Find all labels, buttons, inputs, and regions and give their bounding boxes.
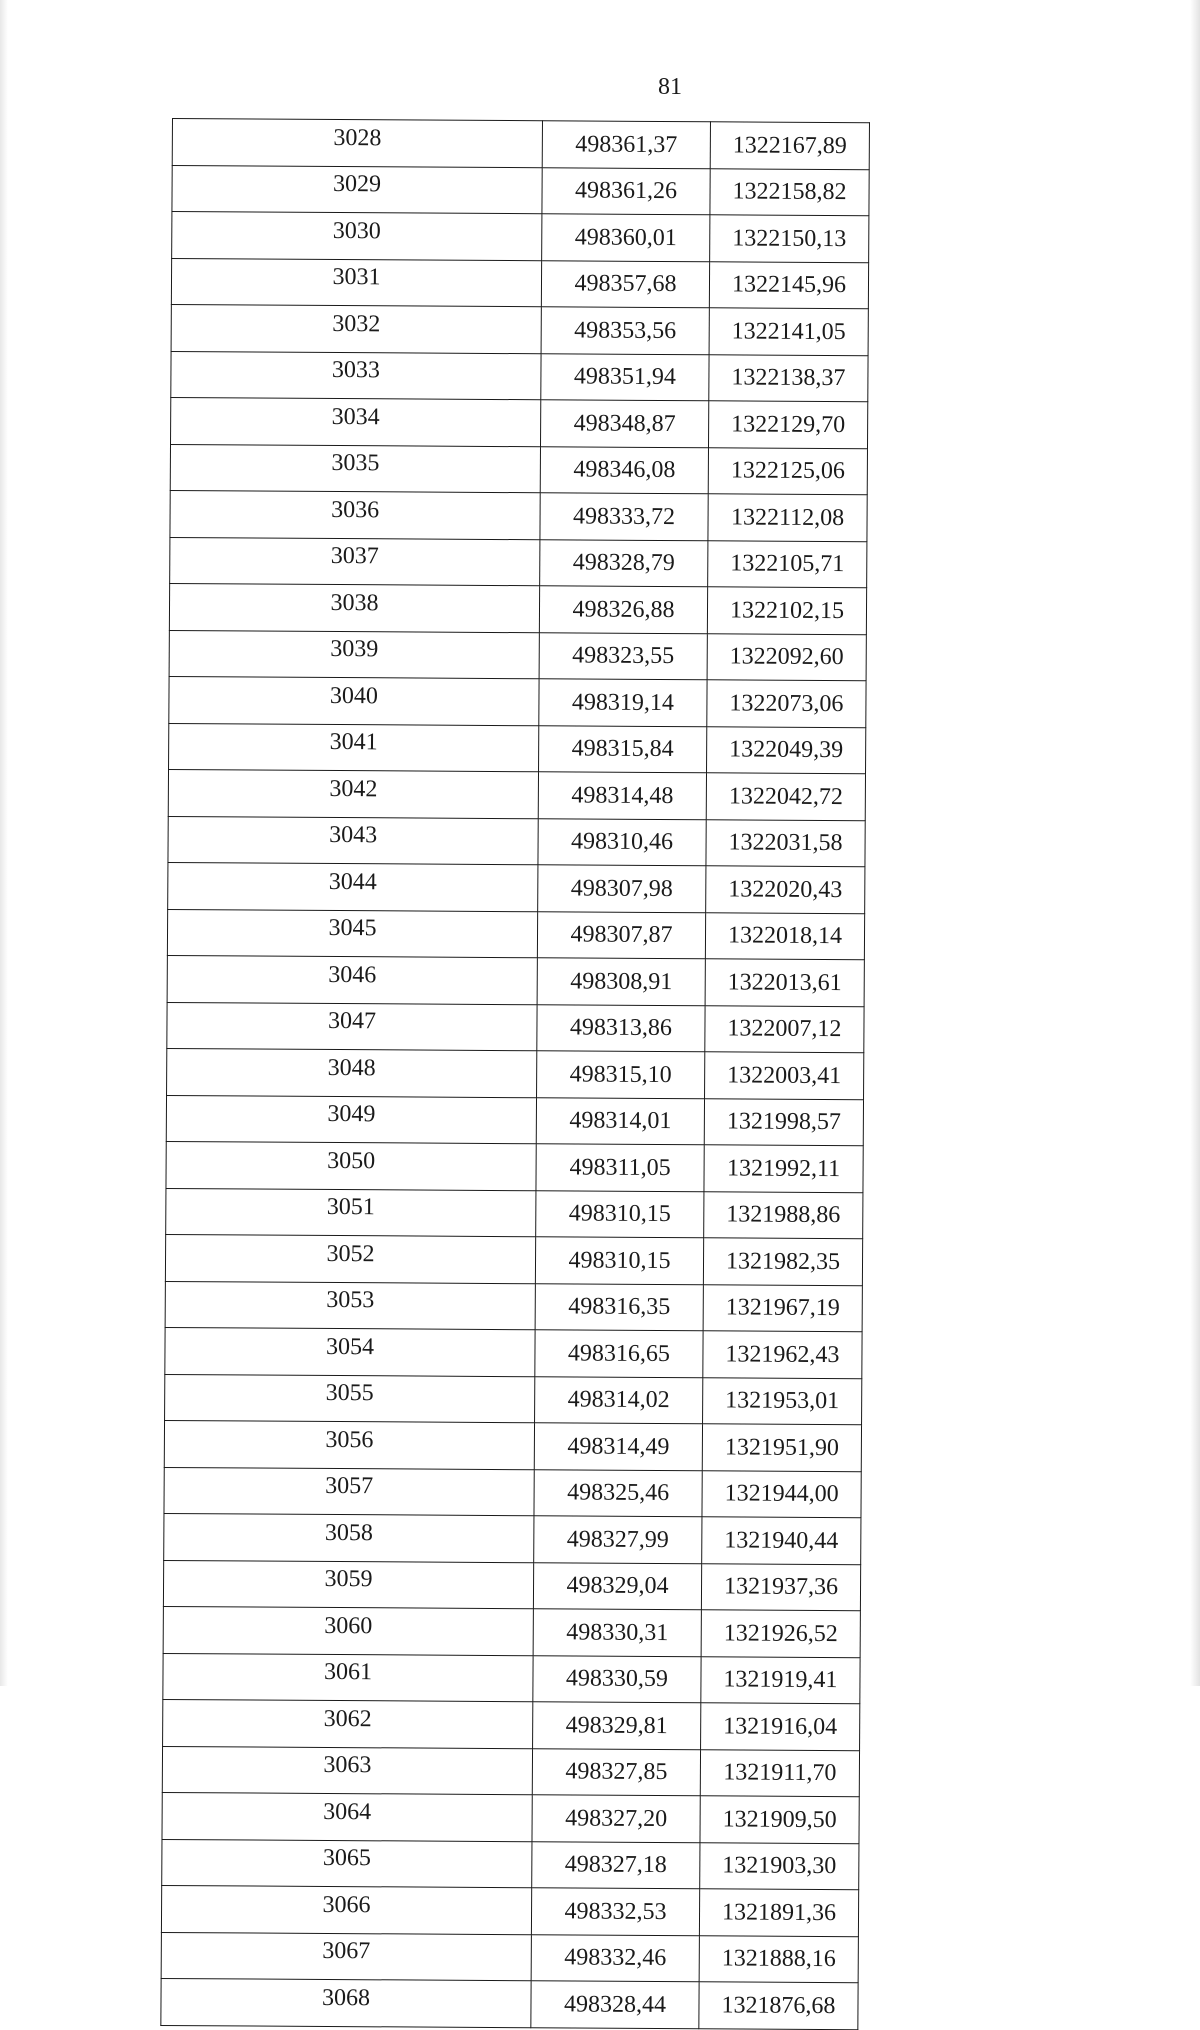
x-coordinate-cell: 498310,15	[536, 1190, 704, 1238]
table-row	[172, 165, 869, 216]
table-row	[164, 1467, 861, 1518]
point-number-cell: 3037	[170, 537, 540, 586]
table-row	[166, 1188, 863, 1239]
table-row	[169, 676, 866, 727]
table-row	[169, 723, 866, 774]
table-row	[169, 583, 866, 634]
y-coordinate-cell: 1321967,19	[703, 1284, 862, 1331]
point-number-cell: 3029	[172, 165, 542, 214]
point-number-cell: 3067	[161, 1932, 531, 1981]
y-coordinate-cell: 1321919,41	[701, 1656, 860, 1703]
table-row	[163, 1653, 860, 1704]
point-number-cell: 3048	[167, 1048, 537, 1097]
point-number-cell: 3060	[163, 1606, 533, 1655]
point-number-cell: 3065	[162, 1839, 532, 1888]
coordinates-table-body	[161, 119, 870, 2030]
point-number-cell: 3057	[164, 1467, 534, 1516]
scan-edge-right	[1190, 0, 1200, 1686]
y-coordinate-cell: 1322049,39	[707, 726, 866, 773]
point-number-cell: 3028	[172, 119, 542, 168]
table-row	[165, 1234, 862, 1285]
point-number-cell: 3059	[163, 1560, 533, 1609]
y-coordinate-cell: 1321953,01	[703, 1377, 862, 1424]
table-row	[164, 1420, 861, 1471]
y-coordinate-cell: 1321876,68	[699, 1982, 858, 2029]
table-row	[166, 1095, 863, 1146]
point-number-cell: 3031	[171, 258, 541, 307]
x-coordinate-cell: 498314,02	[535, 1376, 703, 1424]
y-coordinate-cell: 1322158,82	[710, 168, 869, 215]
table-row	[167, 955, 864, 1006]
y-coordinate-cell: 1322013,61	[705, 959, 864, 1006]
point-number-cell: 3034	[171, 397, 541, 446]
x-coordinate-cell: 498351,94	[541, 353, 709, 401]
table-row	[163, 1699, 860, 1750]
table-row	[165, 1327, 862, 1378]
y-coordinate-cell: 1322129,70	[708, 401, 867, 448]
x-coordinate-cell: 498307,98	[538, 865, 706, 913]
point-number-cell: 3046	[167, 955, 537, 1004]
point-number-cell: 3063	[162, 1746, 532, 1795]
table-row	[163, 1606, 860, 1657]
table-row	[162, 1839, 859, 1890]
table-row	[165, 1281, 862, 1332]
point-number-cell: 3061	[163, 1653, 533, 1702]
x-coordinate-cell: 498326,88	[539, 586, 707, 634]
x-coordinate-cell: 498308,91	[537, 958, 705, 1006]
y-coordinate-cell: 1322003,41	[705, 1052, 864, 1099]
x-coordinate-cell: 498314,48	[538, 772, 706, 820]
x-coordinate-cell: 498329,81	[533, 1702, 701, 1750]
y-coordinate-cell: 1322007,12	[705, 1005, 864, 1052]
y-coordinate-cell: 1321998,57	[704, 1098, 863, 1145]
y-coordinate-cell: 1321951,90	[702, 1424, 861, 1471]
x-coordinate-cell: 498328,44	[531, 1981, 699, 2029]
x-coordinate-cell: 498315,10	[537, 1051, 705, 1099]
x-coordinate-cell: 498325,46	[534, 1469, 702, 1517]
x-coordinate-cell: 498333,72	[540, 493, 708, 541]
point-number-cell: 3030	[172, 212, 542, 261]
point-number-cell: 3033	[171, 351, 541, 400]
y-coordinate-cell: 1322018,14	[705, 912, 864, 959]
y-coordinate-cell: 1322105,71	[708, 540, 867, 587]
x-coordinate-cell: 498316,65	[535, 1330, 703, 1378]
scan-edge-left	[0, 0, 8, 1686]
y-coordinate-cell: 1321888,16	[699, 1935, 858, 1982]
x-coordinate-cell: 498332,53	[531, 1888, 699, 1936]
x-coordinate-cell: 498314,49	[534, 1423, 702, 1471]
table-row	[163, 1560, 860, 1611]
point-number-cell: 3040	[169, 676, 539, 725]
x-coordinate-cell: 498360,01	[542, 214, 710, 262]
table-row	[161, 1978, 858, 2029]
x-coordinate-cell: 498330,59	[533, 1655, 701, 1703]
point-number-cell: 3062	[163, 1699, 533, 1748]
table-row	[161, 1885, 858, 1936]
x-coordinate-cell: 498328,79	[540, 539, 708, 587]
y-coordinate-cell: 1321926,52	[701, 1610, 860, 1657]
y-coordinate-cell: 1322020,43	[706, 866, 865, 913]
point-number-cell: 3038	[169, 583, 539, 632]
x-coordinate-cell: 498346,08	[540, 446, 708, 494]
x-coordinate-cell: 498327,99	[534, 1516, 702, 1564]
x-coordinate-cell: 498330,31	[533, 1609, 701, 1657]
y-coordinate-cell: 1321962,43	[703, 1331, 862, 1378]
point-number-cell: 3032	[171, 304, 541, 353]
table-row	[170, 490, 867, 541]
y-coordinate-cell: 1322112,08	[708, 494, 867, 541]
y-coordinate-cell: 1322073,06	[707, 680, 866, 727]
x-coordinate-cell: 498310,46	[538, 818, 706, 866]
point-number-cell: 3055	[165, 1374, 535, 1423]
x-coordinate-cell: 498348,87	[541, 400, 709, 448]
x-coordinate-cell: 498313,86	[537, 1004, 705, 1052]
y-coordinate-cell: 1321937,36	[701, 1563, 860, 1610]
table-row	[165, 1374, 862, 1425]
x-coordinate-cell: 498307,87	[537, 911, 705, 959]
x-coordinate-cell: 498323,55	[539, 632, 707, 680]
x-coordinate-cell: 498319,14	[539, 679, 707, 727]
point-number-cell: 3056	[164, 1420, 534, 1469]
x-coordinate-cell: 498353,56	[541, 307, 709, 355]
x-coordinate-cell: 498316,35	[535, 1283, 703, 1331]
y-coordinate-cell: 1321992,11	[704, 1145, 863, 1192]
point-number-cell: 3045	[167, 909, 537, 958]
y-coordinate-cell: 1322150,13	[710, 215, 869, 262]
table-row	[167, 909, 864, 960]
x-coordinate-cell: 498357,68	[541, 260, 709, 308]
y-coordinate-cell: 1321909,50	[700, 1796, 859, 1843]
table-row	[171, 258, 868, 309]
page-number: 81	[658, 74, 682, 100]
x-coordinate-cell: 498327,20	[532, 1795, 700, 1843]
x-coordinate-cell: 498329,04	[533, 1562, 701, 1610]
table-row	[168, 862, 865, 913]
table-row	[170, 444, 867, 495]
y-coordinate-cell: 1322167,89	[710, 122, 869, 169]
point-number-cell: 3066	[161, 1885, 531, 1934]
y-coordinate-cell: 1321916,04	[701, 1703, 860, 1750]
point-number-cell: 3064	[162, 1792, 532, 1841]
table-row	[164, 1513, 861, 1564]
point-number-cell: 3047	[167, 1002, 537, 1051]
point-number-cell: 3054	[165, 1327, 535, 1376]
table-row	[171, 351, 868, 402]
x-coordinate-cell: 498314,01	[536, 1097, 704, 1145]
x-coordinate-cell: 498361,26	[542, 167, 710, 215]
y-coordinate-cell: 1322031,58	[706, 819, 865, 866]
table-row	[161, 1932, 858, 1983]
table-row	[171, 397, 868, 448]
table-row	[170, 537, 867, 588]
y-coordinate-cell: 1321988,86	[704, 1191, 863, 1238]
x-coordinate-cell: 498311,05	[536, 1144, 704, 1192]
table-row	[162, 1746, 859, 1797]
y-coordinate-cell: 1321940,44	[702, 1517, 861, 1564]
x-coordinate-cell: 498310,15	[535, 1237, 703, 1285]
y-coordinate-cell: 1322042,72	[706, 773, 865, 820]
point-number-cell: 3043	[168, 816, 538, 865]
table-row	[166, 1141, 863, 1192]
x-coordinate-cell: 498332,46	[531, 1934, 699, 1982]
point-number-cell: 3035	[170, 444, 540, 493]
table-row	[162, 1792, 859, 1843]
point-number-cell: 3053	[165, 1281, 535, 1330]
point-number-cell: 3052	[165, 1234, 535, 1283]
y-coordinate-cell: 1322141,05	[709, 308, 868, 355]
point-number-cell: 3058	[164, 1513, 534, 1562]
point-number-cell: 3036	[170, 490, 540, 539]
y-coordinate-cell: 1321911,70	[700, 1749, 859, 1796]
y-coordinate-cell: 1322138,37	[709, 354, 868, 401]
point-number-cell: 3050	[166, 1141, 536, 1190]
y-coordinate-cell: 1322125,06	[708, 447, 867, 494]
point-number-cell: 3044	[168, 862, 538, 911]
point-number-cell: 3042	[168, 769, 538, 818]
x-coordinate-cell: 498315,84	[539, 725, 707, 773]
y-coordinate-cell: 1322145,96	[709, 261, 868, 308]
table-row	[167, 1002, 864, 1053]
x-coordinate-cell: 498327,85	[532, 1748, 700, 1796]
table-row	[169, 630, 866, 681]
point-number-cell: 3041	[169, 723, 539, 772]
point-number-cell: 3039	[169, 630, 539, 679]
y-coordinate-cell: 1321891,36	[699, 1889, 858, 1936]
x-coordinate-cell: 498327,18	[532, 1841, 700, 1889]
table-row	[172, 119, 869, 170]
table-row	[171, 304, 868, 355]
y-coordinate-cell: 1322102,15	[707, 587, 866, 634]
y-coordinate-cell: 1321982,35	[703, 1238, 862, 1285]
table-row	[167, 1048, 864, 1099]
y-coordinate-cell: 1321903,30	[700, 1842, 859, 1889]
table-row	[172, 212, 869, 263]
point-number-cell: 3051	[166, 1188, 536, 1237]
y-coordinate-cell: 1321944,00	[702, 1470, 861, 1517]
y-coordinate-cell: 1322092,60	[707, 633, 866, 680]
point-number-cell: 3068	[161, 1978, 531, 2027]
table-row	[168, 816, 865, 867]
point-number-cell: 3049	[166, 1095, 536, 1144]
coordinates-table	[160, 118, 870, 2030]
x-coordinate-cell: 498361,37	[542, 121, 710, 169]
coordinates-table-container	[160, 118, 866, 2030]
table-row	[168, 769, 865, 820]
